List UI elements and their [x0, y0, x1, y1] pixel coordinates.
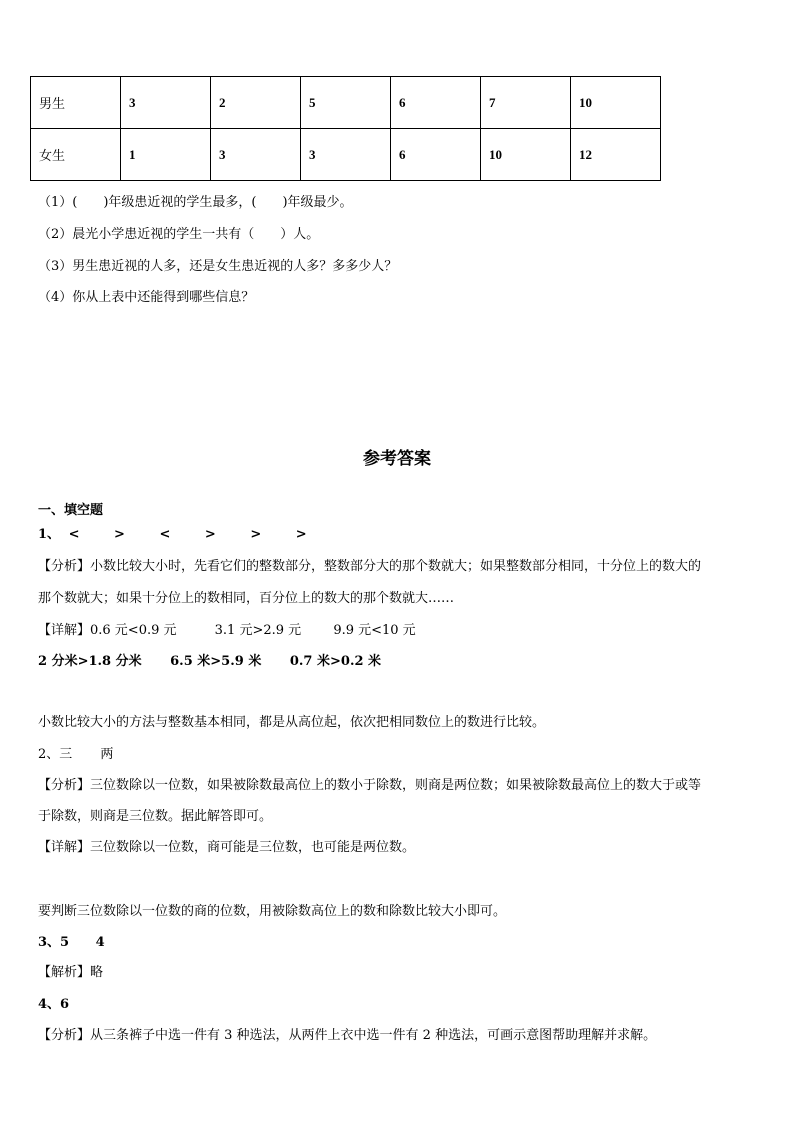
summary-text: 要判断三位数除以一位数的商的位数，用被除数高位上的数和除数比较大小即可。: [38, 904, 507, 919]
detail-item: 3.1 元>2.9 元: [214, 623, 302, 638]
vision-table: [30, 76, 661, 181]
compare-symbol: >: [204, 527, 216, 542]
table-cell: 10: [571, 77, 661, 129]
table-cell: 1: [121, 129, 211, 181]
compare-symbol: <: [159, 527, 171, 542]
table-cell: 10: [481, 129, 571, 181]
table-cell: 6: [391, 77, 481, 129]
analysis-text: 那个数就大；如果十分位上的数相同，百分位上的数大的那个数就大……: [38, 591, 455, 606]
question-1: （1）( )年级患近视的学生最多，( )年级最少。: [38, 195, 353, 210]
summary-text: 小数比较大小的方法与整数基本相同，都是从高位起，依次把相同数位上的数进行比较。: [38, 715, 546, 730]
answer-1-line: [38, 523, 307, 542]
answer-4-line: 4、6: [38, 997, 70, 1012]
answer-title: 参考答案: [363, 449, 431, 469]
analysis-text: 于除数，则商是三位数。据此解答即可。: [38, 809, 273, 824]
answer-value: 2、三: [38, 747, 73, 762]
detail-item: 0.7 米>0.2 米: [289, 654, 382, 669]
row-label: 男生: [31, 77, 121, 129]
question-2: （2）晨光小学患近视的学生一共有（ ）人。: [38, 227, 320, 242]
analysis-text: 【分析】从三条裤子中选一件有 3 种选法，从两件上衣中选一件有 2 种选法，可画示意图帮助理解并求解。: [38, 1028, 657, 1043]
detail-line: [38, 619, 416, 638]
table-cell: 3: [121, 77, 211, 129]
analysis-text: 【分析】小数比较大小时，先看它们的整数部分，整数部分大的那个数就大；如果整数部分相同，十分位上的数大的: [38, 559, 702, 574]
compare-symbol: >: [250, 527, 262, 542]
row-label: 女生: [31, 129, 121, 181]
answer-3-line: [38, 931, 105, 950]
table-cell: 3: [301, 129, 391, 181]
detail-item: 6.5 米>5.9 米: [170, 654, 262, 669]
compare-symbol: >: [295, 527, 307, 542]
section-heading: 一、填空题: [38, 503, 104, 518]
question-3: （3）男生患近视的人多，还是女生患近视的人多？多多少人？: [38, 259, 398, 274]
table-cell: 6: [391, 129, 481, 181]
table-cell: 7: [481, 77, 571, 129]
answer-number: 1、: [38, 527, 61, 542]
compare-symbol: >: [114, 527, 125, 542]
analysis-text: 【分析】三位数除以一位数，如果被除数最高位上的数小于除数，则商是两位数；如果被除数最高位上的数大于或等: [38, 778, 702, 793]
detail-line: [38, 650, 381, 669]
detail-item: 【详解】0.6 元<0.9 元: [38, 623, 177, 638]
question-4: （4）你从上表中还能得到哪些信息？: [38, 290, 255, 305]
table-row: [31, 77, 661, 129]
detail-text: 【详解】三位数除以一位数，商可能是三位数，也可能是两位数。: [38, 840, 416, 855]
answer-value: 两: [100, 747, 114, 762]
table-cell: 12: [571, 129, 661, 181]
table-row: [31, 129, 661, 181]
analysis-text: 【解析】略: [38, 965, 104, 980]
table-cell: 5: [301, 77, 391, 129]
answer-value: 4: [95, 935, 105, 950]
table-cell: 3: [211, 129, 301, 181]
detail-item: 2 分米>1.8 分米: [38, 654, 142, 669]
table-cell: 2: [211, 77, 301, 129]
detail-item: 9.9 元<10 元: [333, 623, 416, 638]
answer-2-line: [38, 743, 113, 762]
answer-value: 3、5: [38, 935, 70, 950]
compare-symbol: <: [68, 527, 80, 542]
